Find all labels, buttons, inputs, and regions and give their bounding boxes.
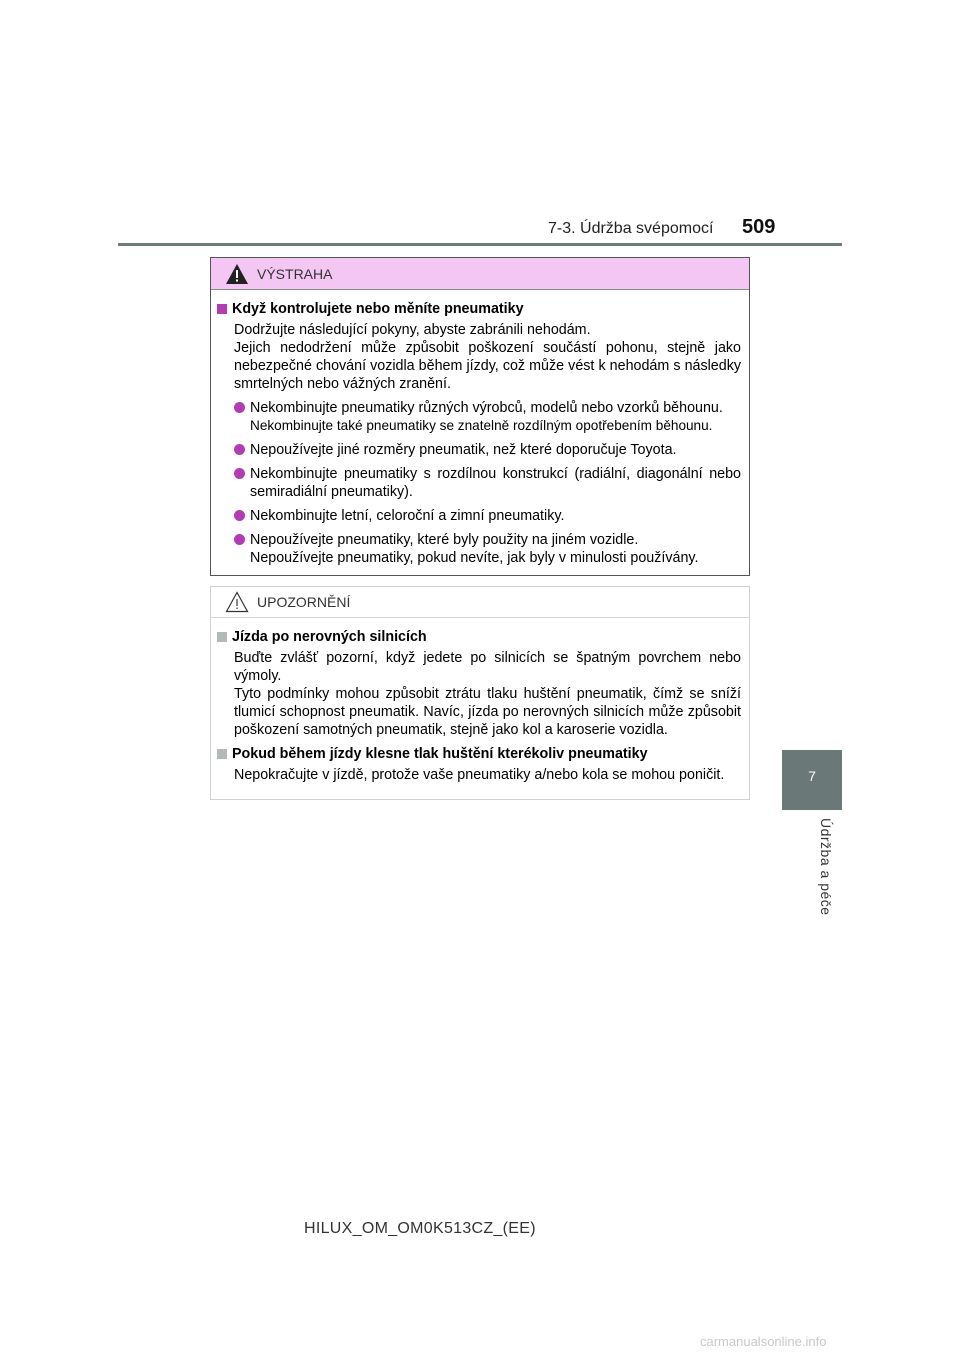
caution-para-line: Tyto podmínky mohou způsobit ztrátu tlaku huštění pneumatik, čímž se sníží tlumicí schopnost pneumatik. Navíc, jízda po nerovných silnicích může způsobit poškození samotných pneumatik, stejně jako kol a karoserie vozidla. [234, 686, 741, 738]
warning-triangle-icon [225, 263, 249, 285]
bullet-text: Nepoužívejte pneumatiky, které byly použity na jiném vozidle. [250, 532, 639, 548]
caution-triangle-icon [225, 591, 249, 613]
warning-para-line: Dodržujte následující pokyny, abyste zabránili nehodám. [234, 322, 591, 338]
round-bullet-icon [234, 468, 245, 479]
caution-para-line: Buďte zvlášť pozorní, když jedete po silnicích se špatným povrchem nebo výmoly. [234, 650, 741, 684]
bullet-text: Nekombinujte letní, celoroční a zimní pneumatiky. [250, 508, 565, 524]
square-bullet-icon [217, 749, 227, 759]
bullet-text: Nekombinujte pneumatiky různých výrobců, modelů nebo vzorků běhounu. [250, 400, 723, 416]
warning-bullet [217, 531, 741, 567]
header-divider [118, 243, 842, 246]
square-bullet-icon [217, 304, 227, 314]
document-code: HILUX_OM_OM0K513CZ_(EE) [304, 1220, 536, 1237]
caution-body [211, 618, 749, 784]
warning-heading-text: Když kontrolujete nebo měníte pneumatiky [232, 301, 524, 317]
square-bullet-icon [217, 632, 227, 642]
chapter-number: 7 [808, 768, 816, 784]
caution-heading-text: Jízda po nerovných silnicích [232, 629, 427, 645]
caution-para-line: Nepokračujte v jízdě, protože vaše pneumatiky a/nebo kola se mohou poničit. [234, 767, 725, 783]
chapter-title: Údržba a péče [818, 818, 834, 916]
round-bullet-icon [234, 444, 245, 455]
watermark: carmanualsonline.info [700, 1334, 827, 1349]
warning-para-line: Jejich nedodržení může způsobit poškození součástí pohonu, stejně jako nebezpečné chování vozidla během jízdy, což může vést k nehodám s následky smrtelných nebo vážných zranění. [234, 340, 741, 392]
caution-heading [217, 745, 741, 763]
warning-body [211, 290, 749, 567]
caution-title: UPOZORNĚNÍ [257, 594, 351, 610]
caution-heading-text: Pokud během jízdy klesne tlak huštění kterékoliv pneumatiky [232, 746, 648, 762]
bullet-text: Nekombinujte také pneumatiky se znatelně rozdílným opotřebením běhounu. [250, 418, 713, 433]
warning-bullet [217, 507, 741, 525]
bullet-text: Nepoužívejte jiné rozměry pneumatik, než které doporučuje Toyota. [250, 442, 677, 458]
round-bullet-icon [234, 402, 245, 413]
warning-paragraph [217, 321, 741, 393]
warning-header [211, 258, 749, 290]
bullet-text: Nekombinujte pneumatiky s rozdílnou konstrukcí (radiální, diagonální nebo semiradiální pneumatiky). [250, 466, 741, 500]
page-number: 509 [742, 216, 776, 238]
caution-paragraph [217, 649, 741, 739]
warning-box [210, 257, 750, 576]
caution-header [211, 587, 749, 618]
chapter-tab [782, 750, 842, 810]
round-bullet-icon [234, 534, 245, 545]
warning-bullet [217, 465, 741, 501]
caution-box [210, 586, 750, 800]
caution-heading [217, 628, 741, 646]
warning-bullet [217, 399, 741, 435]
warning-bullet [217, 441, 741, 459]
bullet-text: Nepoužívejte pneumatiky, pokud nevíte, jak byly v minulosti používány. [250, 550, 699, 566]
warning-heading [217, 300, 741, 318]
round-bullet-icon [234, 510, 245, 521]
warning-title: VÝSTRAHA [257, 265, 333, 282]
caution-paragraph [217, 766, 741, 784]
section-title: 7-3. Údržba svépomocí [548, 220, 714, 237]
